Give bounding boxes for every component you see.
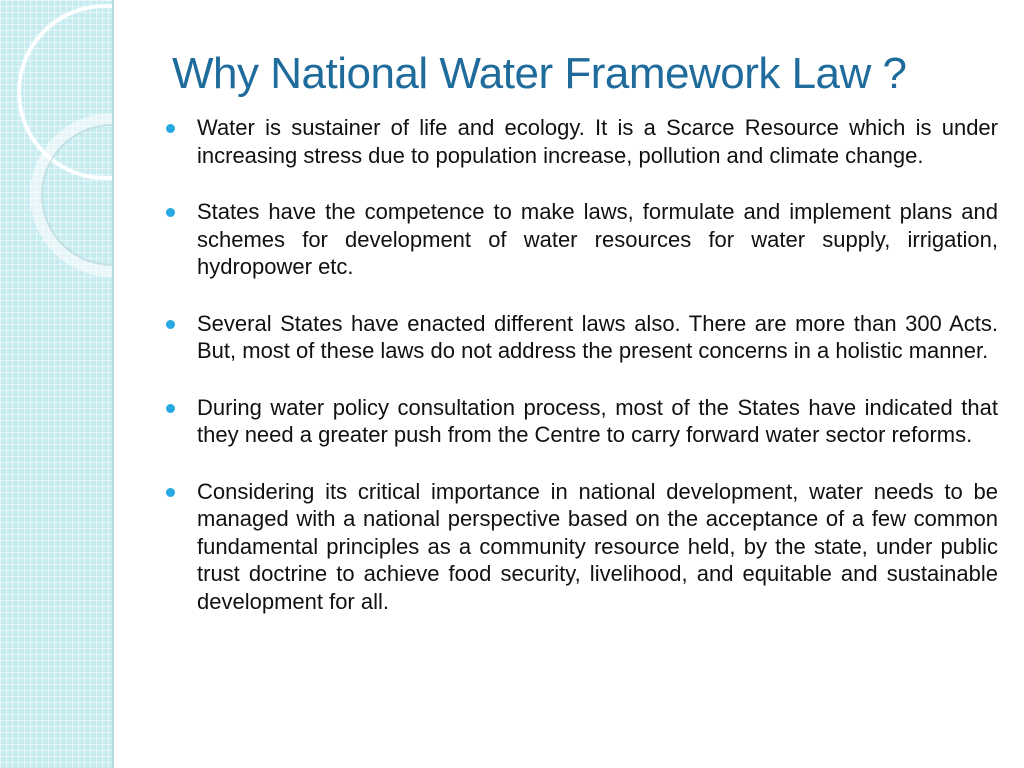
bullet-text: During water policy consultation process, most of the States have indicated that they need a greater push from the Centre to carry forward water sector reforms. [197, 394, 998, 447]
disc-bullet-icon [166, 404, 175, 413]
bullet-item-states-competence [162, 198, 998, 281]
decorative-rings-icon [0, 0, 112, 768]
bullet-item-sustainer [162, 114, 998, 169]
disc-bullet-icon [166, 488, 175, 497]
bullet-text: States have the competence to make laws, formulate and implement plans and schemes for development of water resources for water supply, irrigation, hydropower etc. [197, 199, 998, 279]
slide-title: Why National Water Framework Law ? [172, 49, 907, 98]
bullet-text: Considering its critical importance in national development, water needs to be managed with a national perspective based on the acceptance of a few common fundamental principles as a community resource held, by the state, under public trust doctrine to achieve food security, livelihood, and equitable and sustainable development for all. [197, 478, 998, 614]
decorative-side-panel [0, 0, 114, 768]
bullet-list [162, 114, 998, 644]
bullet-text: Several States have enacted different laws also. There are more than 300 Acts. But, most of these laws do not address the present concerns in a holistic manner. [197, 310, 998, 363]
disc-bullet-icon [166, 124, 175, 133]
bullet-item-national-perspective [162, 478, 998, 616]
bullet-item-consultation [162, 394, 998, 449]
disc-bullet-icon [166, 208, 175, 217]
bullet-item-several-states [162, 310, 998, 365]
disc-bullet-icon [166, 320, 175, 329]
bullet-text: Water is sustainer of life and ecology. It is a Scarce Resource which is under increasing stress due to population increase, pollution and climate change. [197, 115, 998, 168]
